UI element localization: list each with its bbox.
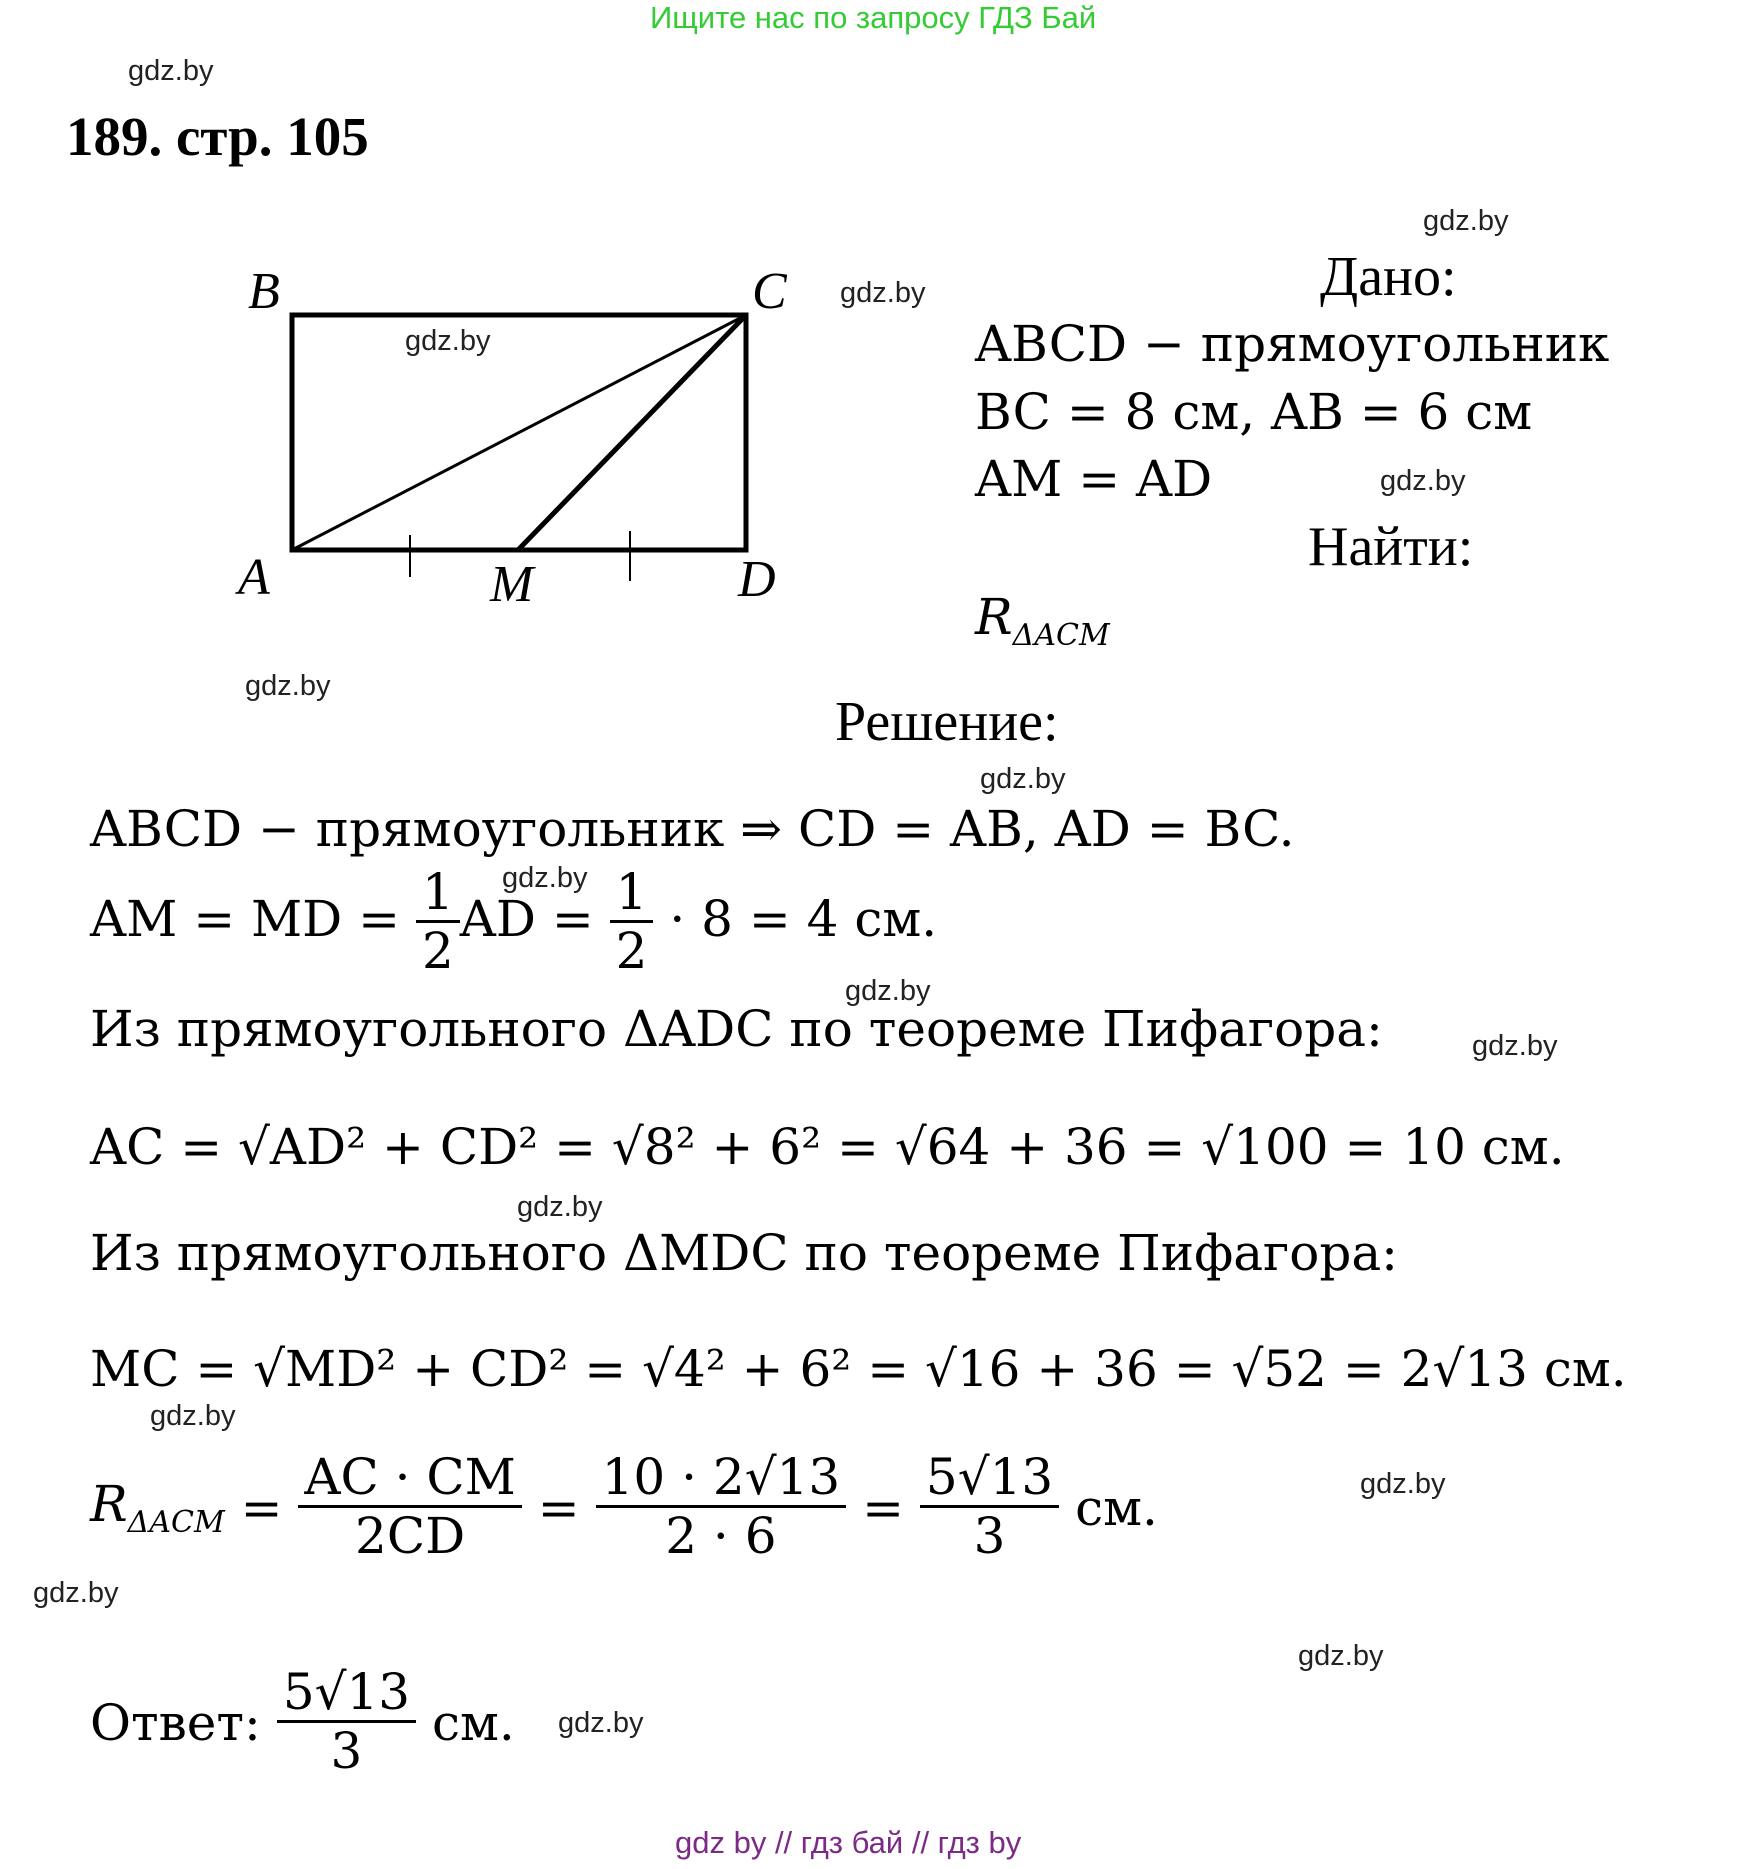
watermark: gdz.by xyxy=(1423,205,1509,237)
fraction xyxy=(298,1450,522,1566)
frac-den: 2 xyxy=(421,922,454,980)
label-m: M xyxy=(490,556,534,613)
fraction xyxy=(596,1450,847,1566)
frac-den: 3 xyxy=(330,1722,363,1780)
find-heading: Найти: xyxy=(1308,516,1474,578)
find-line xyxy=(975,588,1110,653)
watermark: gdz.by xyxy=(245,670,331,702)
eq-text: · 8 = 4 см. xyxy=(669,889,938,948)
solution-line xyxy=(90,1450,1158,1566)
given-line: BC = 8 см, AB = 6 см xyxy=(975,383,1533,441)
eq-sign: = xyxy=(862,1478,920,1537)
eq-unit: см. xyxy=(1075,1478,1158,1537)
given-line: ABCD − прямоугольник xyxy=(975,315,1610,373)
watermark: gdz.by xyxy=(150,1400,236,1432)
label-c: C xyxy=(752,263,787,320)
label-b: B xyxy=(248,263,280,320)
watermark: gdz.by xyxy=(845,975,931,1007)
footer-bar: gdz by // гдз бай // гдз by xyxy=(675,1825,1022,1860)
frac-num: 1 xyxy=(416,865,460,923)
watermark: gdz.by xyxy=(517,1191,603,1223)
fraction xyxy=(920,1450,1059,1566)
watermark: gdz.by xyxy=(840,277,926,309)
watermark: gdz.by xyxy=(1380,465,1466,497)
watermark: gdz.by xyxy=(980,763,1066,795)
frac-num: 1 xyxy=(610,865,654,923)
segment-mc xyxy=(518,315,746,550)
answer-line xyxy=(90,1665,515,1781)
solution-line: ABCD − прямоугольник ⇒ CD = AB, AD = BC. xyxy=(90,800,1295,858)
top-banner: Ищите нас по запросу ГДЗ Бай xyxy=(650,0,1097,35)
frac-den: 3 xyxy=(973,1507,1006,1565)
task-title: 189. стр. 105 xyxy=(66,106,369,167)
watermark: gdz.by xyxy=(1298,1640,1384,1672)
given-line: AM = AD xyxy=(975,450,1213,508)
watermark: gdz.by xyxy=(405,325,491,357)
label-a: A xyxy=(238,549,270,606)
watermark: gdz.by xyxy=(502,862,588,894)
frac-num: 5√13 xyxy=(277,1665,416,1723)
label-d: D xyxy=(738,551,776,608)
solution-heading: Решение: xyxy=(835,691,1059,753)
frac-den: 2 · 6 xyxy=(665,1507,777,1565)
eq-sign: = xyxy=(240,1478,299,1537)
r-symbol: R xyxy=(90,1475,128,1534)
solution-line: Из прямоугольного ΔMDC по теореме Пифагора: xyxy=(90,1224,1398,1282)
eq-text: AD = xyxy=(459,889,594,948)
frac-den: 2CD xyxy=(355,1507,466,1565)
answer-label: Ответ: xyxy=(90,1693,261,1752)
find-r: R xyxy=(975,588,1013,646)
frac-den: 2 xyxy=(615,922,648,980)
frac-num: 5√13 xyxy=(920,1450,1059,1508)
solution-line xyxy=(90,865,937,981)
answer-unit: см. xyxy=(432,1693,515,1752)
r-sub: ΔACM xyxy=(127,1505,225,1541)
eq-sign: = xyxy=(537,1478,596,1537)
solution-line: MC = √MD² + CD² = √4² + 6² = √16 + 36 = √52 = 2√13 см. xyxy=(90,1340,1627,1398)
watermark: gdz.by xyxy=(33,1577,119,1609)
eq-text: AM = MD = xyxy=(90,889,401,948)
watermark: gdz.by xyxy=(1472,1030,1558,1062)
diagonal-ac xyxy=(292,315,746,550)
given-heading: Дано: xyxy=(1320,246,1457,308)
answer-fraction xyxy=(277,1665,416,1781)
frac-num: 10 · 2√13 xyxy=(596,1450,847,1508)
watermark: gdz.by xyxy=(1360,1468,1446,1500)
fraction xyxy=(416,865,460,981)
eq-lhs xyxy=(90,1475,225,1541)
solution-line: Из прямоугольного ΔADC по теореме Пифагора: xyxy=(90,1000,1383,1058)
frac-num: AC · CM xyxy=(298,1450,522,1508)
watermark: gdz.by xyxy=(558,1707,644,1739)
fraction xyxy=(610,865,654,981)
solution-line: AC = √AD² + CD² = √8² + 6² = √64 + 36 = √100 = 10 см. xyxy=(90,1118,1565,1176)
find-sub: ΔACM xyxy=(1012,618,1110,653)
watermark: gdz.by xyxy=(128,55,214,87)
